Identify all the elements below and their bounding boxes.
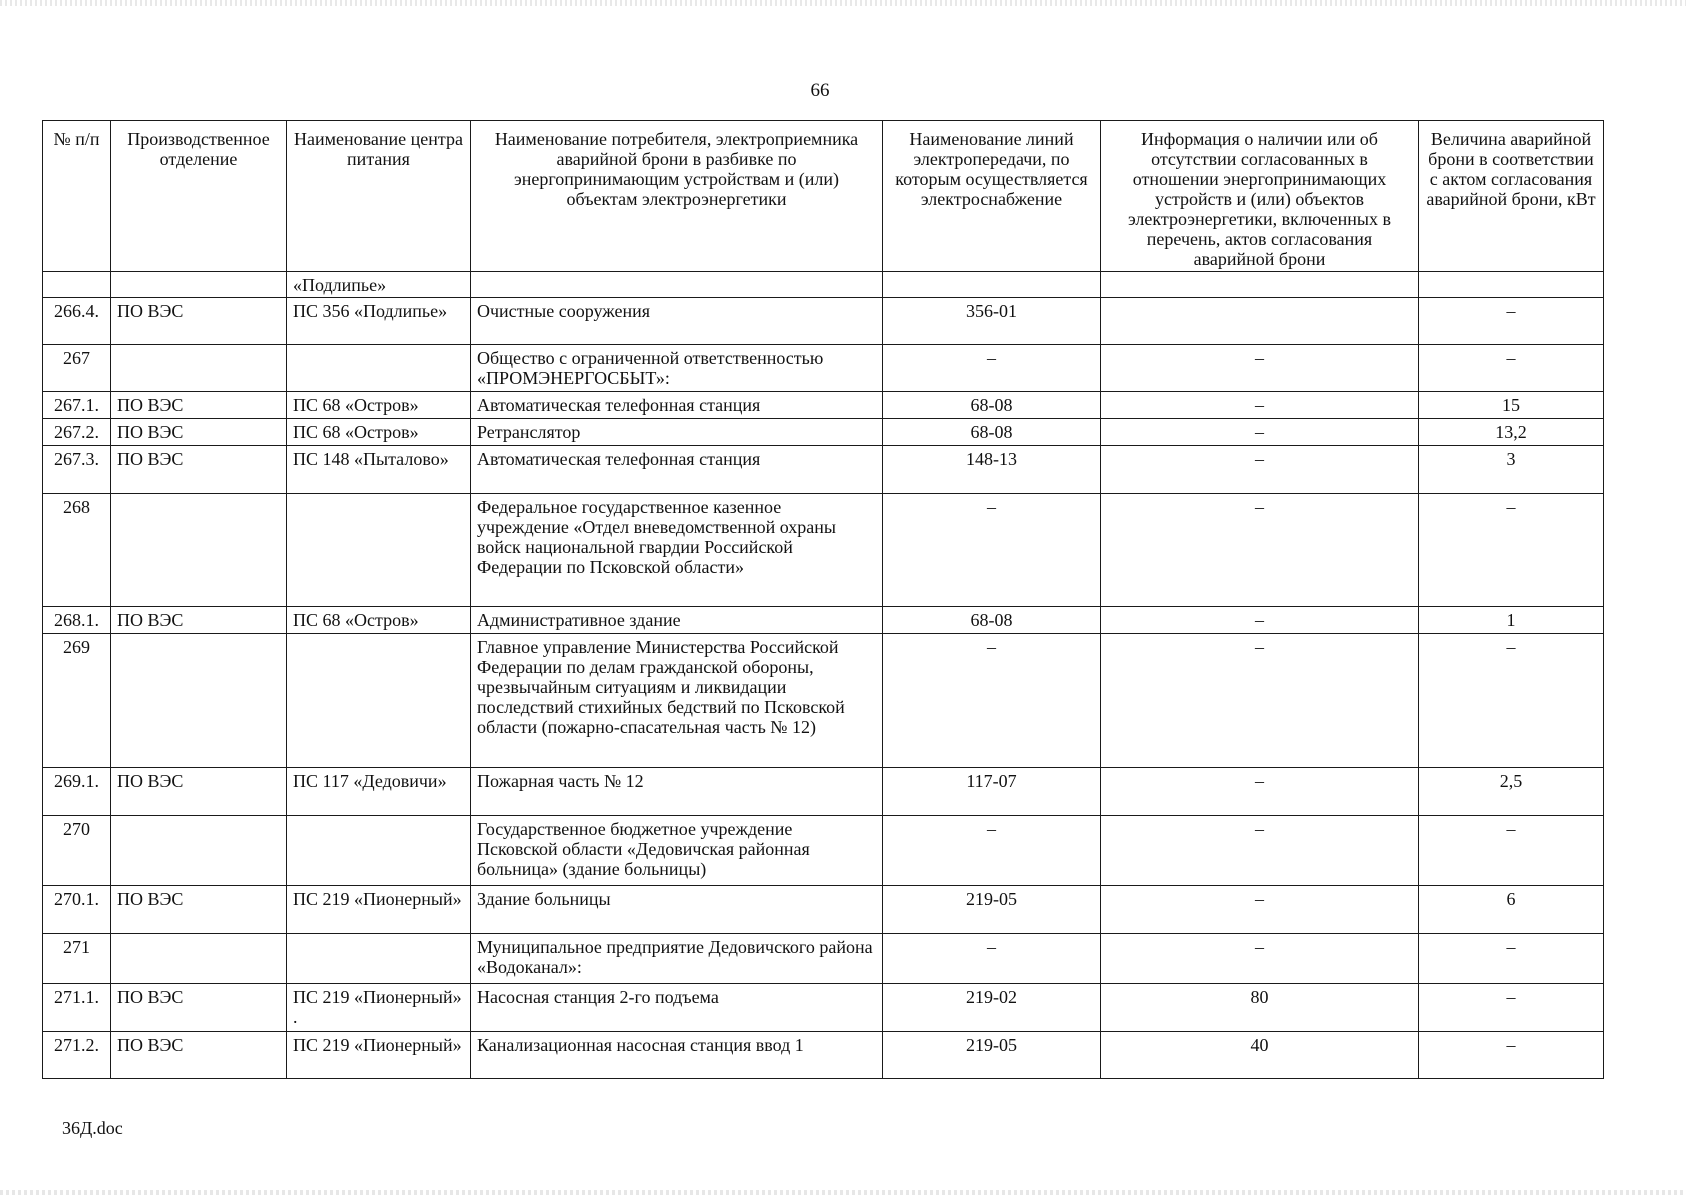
cell-agreement-info: –: [1101, 934, 1419, 984]
cell-power-center: [287, 345, 471, 392]
cell-agreement-info: –: [1101, 816, 1419, 886]
cell-power-line: 68-08: [883, 419, 1101, 446]
table-row: [43, 345, 1604, 392]
header-agreement-info: Информация о наличии или об отсутствии согласованных в отношении энергопринимающих устройств и (или) объектов электроэнергетики, включенных в перечень, актов согласования аварийной брони: [1101, 121, 1419, 272]
cell-consumer: [471, 272, 883, 298]
cell-power-line: 68-08: [883, 392, 1101, 419]
cell-power-center: [287, 494, 471, 607]
cell-reserve-value: –: [1419, 984, 1604, 1032]
cell-agreement-info: –: [1101, 768, 1419, 816]
cell-number: [43, 272, 111, 298]
cell-agreement-info: 40: [1101, 1032, 1419, 1079]
cell-agreement-info: [1101, 272, 1419, 298]
table-row: [43, 392, 1604, 419]
cell-reserve-value: –: [1419, 634, 1604, 768]
cell-power-center: [287, 934, 471, 984]
cell-number: 269.1.: [43, 768, 111, 816]
table-row: [43, 272, 1604, 298]
cell-reserve-value: –: [1419, 1032, 1604, 1079]
header-power-center: Наименование центра питания: [287, 121, 471, 272]
header-number: № п/п: [43, 121, 111, 272]
scan-edge-bottom: [0, 1190, 1686, 1195]
cell-agreement-info: –: [1101, 446, 1419, 494]
cell-power-line: 219-02: [883, 984, 1101, 1032]
cell-power-line: 356-01: [883, 298, 1101, 345]
cell-department: ПО ВЭС: [111, 419, 287, 446]
cell-power-center: ПС 219 «Пионерный» .: [287, 984, 471, 1032]
cell-power-line: 148-13: [883, 446, 1101, 494]
cell-number: 267: [43, 345, 111, 392]
cell-reserve-value: –: [1419, 934, 1604, 984]
cell-consumer: Автоматическая телефонная станция: [471, 392, 883, 419]
cell-agreement-info: –: [1101, 886, 1419, 934]
cell-number: 268: [43, 494, 111, 607]
cell-agreement-info: –: [1101, 392, 1419, 419]
cell-power-center: ПС 68 «Остров»: [287, 392, 471, 419]
cell-department: ПО ВЭС: [111, 886, 287, 934]
cell-power-line: –: [883, 934, 1101, 984]
table-row: [43, 816, 1604, 886]
cell-power-center: ПС 356 «Подлипье»: [287, 298, 471, 345]
cell-department: [111, 345, 287, 392]
header-department: Производственное отделение: [111, 121, 287, 272]
cell-reserve-value: –: [1419, 298, 1604, 345]
cell-agreement-info: 80: [1101, 984, 1419, 1032]
cell-number: 267.1.: [43, 392, 111, 419]
cell-power-line: –: [883, 816, 1101, 886]
header-reserve-value: Величина аварийной брони в соответствии с актом согласования аварийной брони, кВт: [1419, 121, 1604, 272]
cell-department: [111, 634, 287, 768]
cell-reserve-value: 2,5: [1419, 768, 1604, 816]
cell-consumer: Административное здание: [471, 607, 883, 634]
cell-number: 267.3.: [43, 446, 111, 494]
table-row: [43, 419, 1604, 446]
cell-department: ПО ВЭС: [111, 984, 287, 1032]
cell-number: 270.1.: [43, 886, 111, 934]
cell-power-line: 219-05: [883, 886, 1101, 934]
cell-power-line: 68-08: [883, 607, 1101, 634]
cell-number: 271.1.: [43, 984, 111, 1032]
cell-consumer: Главное управление Министерства Российской Федерации по делам гражданской обороны, чрезвычайным ситуациям и ликвидации последствий стихийных бедствий по Псковской области (пожарно-спасательная часть № 12): [471, 634, 883, 768]
cell-reserve-value: 13,2: [1419, 419, 1604, 446]
cell-consumer: Автоматическая телефонная станция: [471, 446, 883, 494]
cell-number: 269: [43, 634, 111, 768]
cell-department: ПО ВЭС: [111, 446, 287, 494]
cell-consumer: Насосная станция 2-го подъема: [471, 984, 883, 1032]
cell-number: 270: [43, 816, 111, 886]
cell-power-line: [883, 272, 1101, 298]
cell-department: ПО ВЭС: [111, 768, 287, 816]
page-number: 66: [810, 80, 830, 101]
cell-power-center: [287, 634, 471, 768]
table-row: [43, 298, 1604, 345]
cell-reserve-value: 6: [1419, 886, 1604, 934]
cell-number: 271: [43, 934, 111, 984]
cell-power-line: 117-07: [883, 768, 1101, 816]
scan-edge-top: [0, 0, 1686, 6]
cell-agreement-info: –: [1101, 419, 1419, 446]
cell-power-line: 219-05: [883, 1032, 1101, 1079]
cell-department: [111, 494, 287, 607]
cell-power-center: «Подлипье»: [287, 272, 471, 298]
table-row: [43, 1032, 1604, 1079]
cell-power-center: ПС 148 «Пыталово»: [287, 446, 471, 494]
cell-department: ПО ВЭС: [111, 607, 287, 634]
cell-department: ПО ВЭС: [111, 298, 287, 345]
cell-reserve-value: 1: [1419, 607, 1604, 634]
table-row: [43, 984, 1604, 1032]
cell-power-center: ПС 219 «Пионерный»: [287, 1032, 471, 1079]
cell-consumer: Федеральное государственное казенное учреждение «Отдел вневедомственной охраны войск национальной гвардии Российской Федерации по Псковской области»: [471, 494, 883, 607]
cell-power-center: ПС 68 «Остров»: [287, 607, 471, 634]
cell-department: [111, 816, 287, 886]
cell-consumer: Очистные сооружения: [471, 298, 883, 345]
cell-reserve-value: –: [1419, 345, 1604, 392]
table-header-row: [43, 121, 1604, 272]
cell-power-center: [287, 816, 471, 886]
table-row: [43, 768, 1604, 816]
table-row: [43, 934, 1604, 984]
cell-consumer: Муниципальное предприятие Дедовичского района «Водоканал»:: [471, 934, 883, 984]
cell-number: 267.2.: [43, 419, 111, 446]
emergency-reserve-table: [42, 120, 1604, 1079]
cell-department: [111, 272, 287, 298]
cell-department: [111, 934, 287, 984]
cell-reserve-value: –: [1419, 494, 1604, 607]
cell-power-line: –: [883, 494, 1101, 607]
cell-agreement-info: –: [1101, 607, 1419, 634]
cell-number: 271.2.: [43, 1032, 111, 1079]
header-consumer: Наименование потребителя, электроприемника аварийной брони в разбивке по энергопринимающим устройствам и (или) объектам электроэнергетики: [471, 121, 883, 272]
cell-power-line: –: [883, 345, 1101, 392]
cell-number: 266.4.: [43, 298, 111, 345]
cell-power-center: ПС 219 «Пионерный»: [287, 886, 471, 934]
cell-agreement-info: [1101, 298, 1419, 345]
cell-reserve-value: 15: [1419, 392, 1604, 419]
cell-department: ПО ВЭС: [111, 1032, 287, 1079]
document-filename: 36Д.doc: [62, 1118, 123, 1138]
cell-consumer: Государственное бюджетное учреждение Псковской области «Дедовичская районная больница» (здание больницы): [471, 816, 883, 886]
table-row: [43, 494, 1604, 607]
cell-reserve-value: –: [1419, 816, 1604, 886]
cell-agreement-info: –: [1101, 634, 1419, 768]
cell-power-center: ПС 117 «Дедовичи»: [287, 768, 471, 816]
cell-consumer: Ретранслятор: [471, 419, 883, 446]
table-row: [43, 607, 1604, 634]
cell-number: 268.1.: [43, 607, 111, 634]
cell-consumer: Пожарная часть № 12: [471, 768, 883, 816]
cell-reserve-value: [1419, 272, 1604, 298]
header-power-line: Наименование линий электропередачи, по которым осуществляется электроснабжение: [883, 121, 1101, 272]
cell-power-center: ПС 68 «Остров»: [287, 419, 471, 446]
cell-department: ПО ВЭС: [111, 392, 287, 419]
cell-reserve-value: 3: [1419, 446, 1604, 494]
table-row: [43, 634, 1604, 768]
table-row: [43, 886, 1604, 934]
cell-consumer: Канализационная насосная станция ввод 1: [471, 1032, 883, 1079]
table-row: [43, 446, 1604, 494]
cell-agreement-info: –: [1101, 494, 1419, 607]
cell-consumer: Здание больницы: [471, 886, 883, 934]
cell-power-line: –: [883, 634, 1101, 768]
cell-consumer: Общество с ограниченной ответственностью «ПРОМЭНЕРГОСБЫТ»:: [471, 345, 883, 392]
cell-agreement-info: –: [1101, 345, 1419, 392]
